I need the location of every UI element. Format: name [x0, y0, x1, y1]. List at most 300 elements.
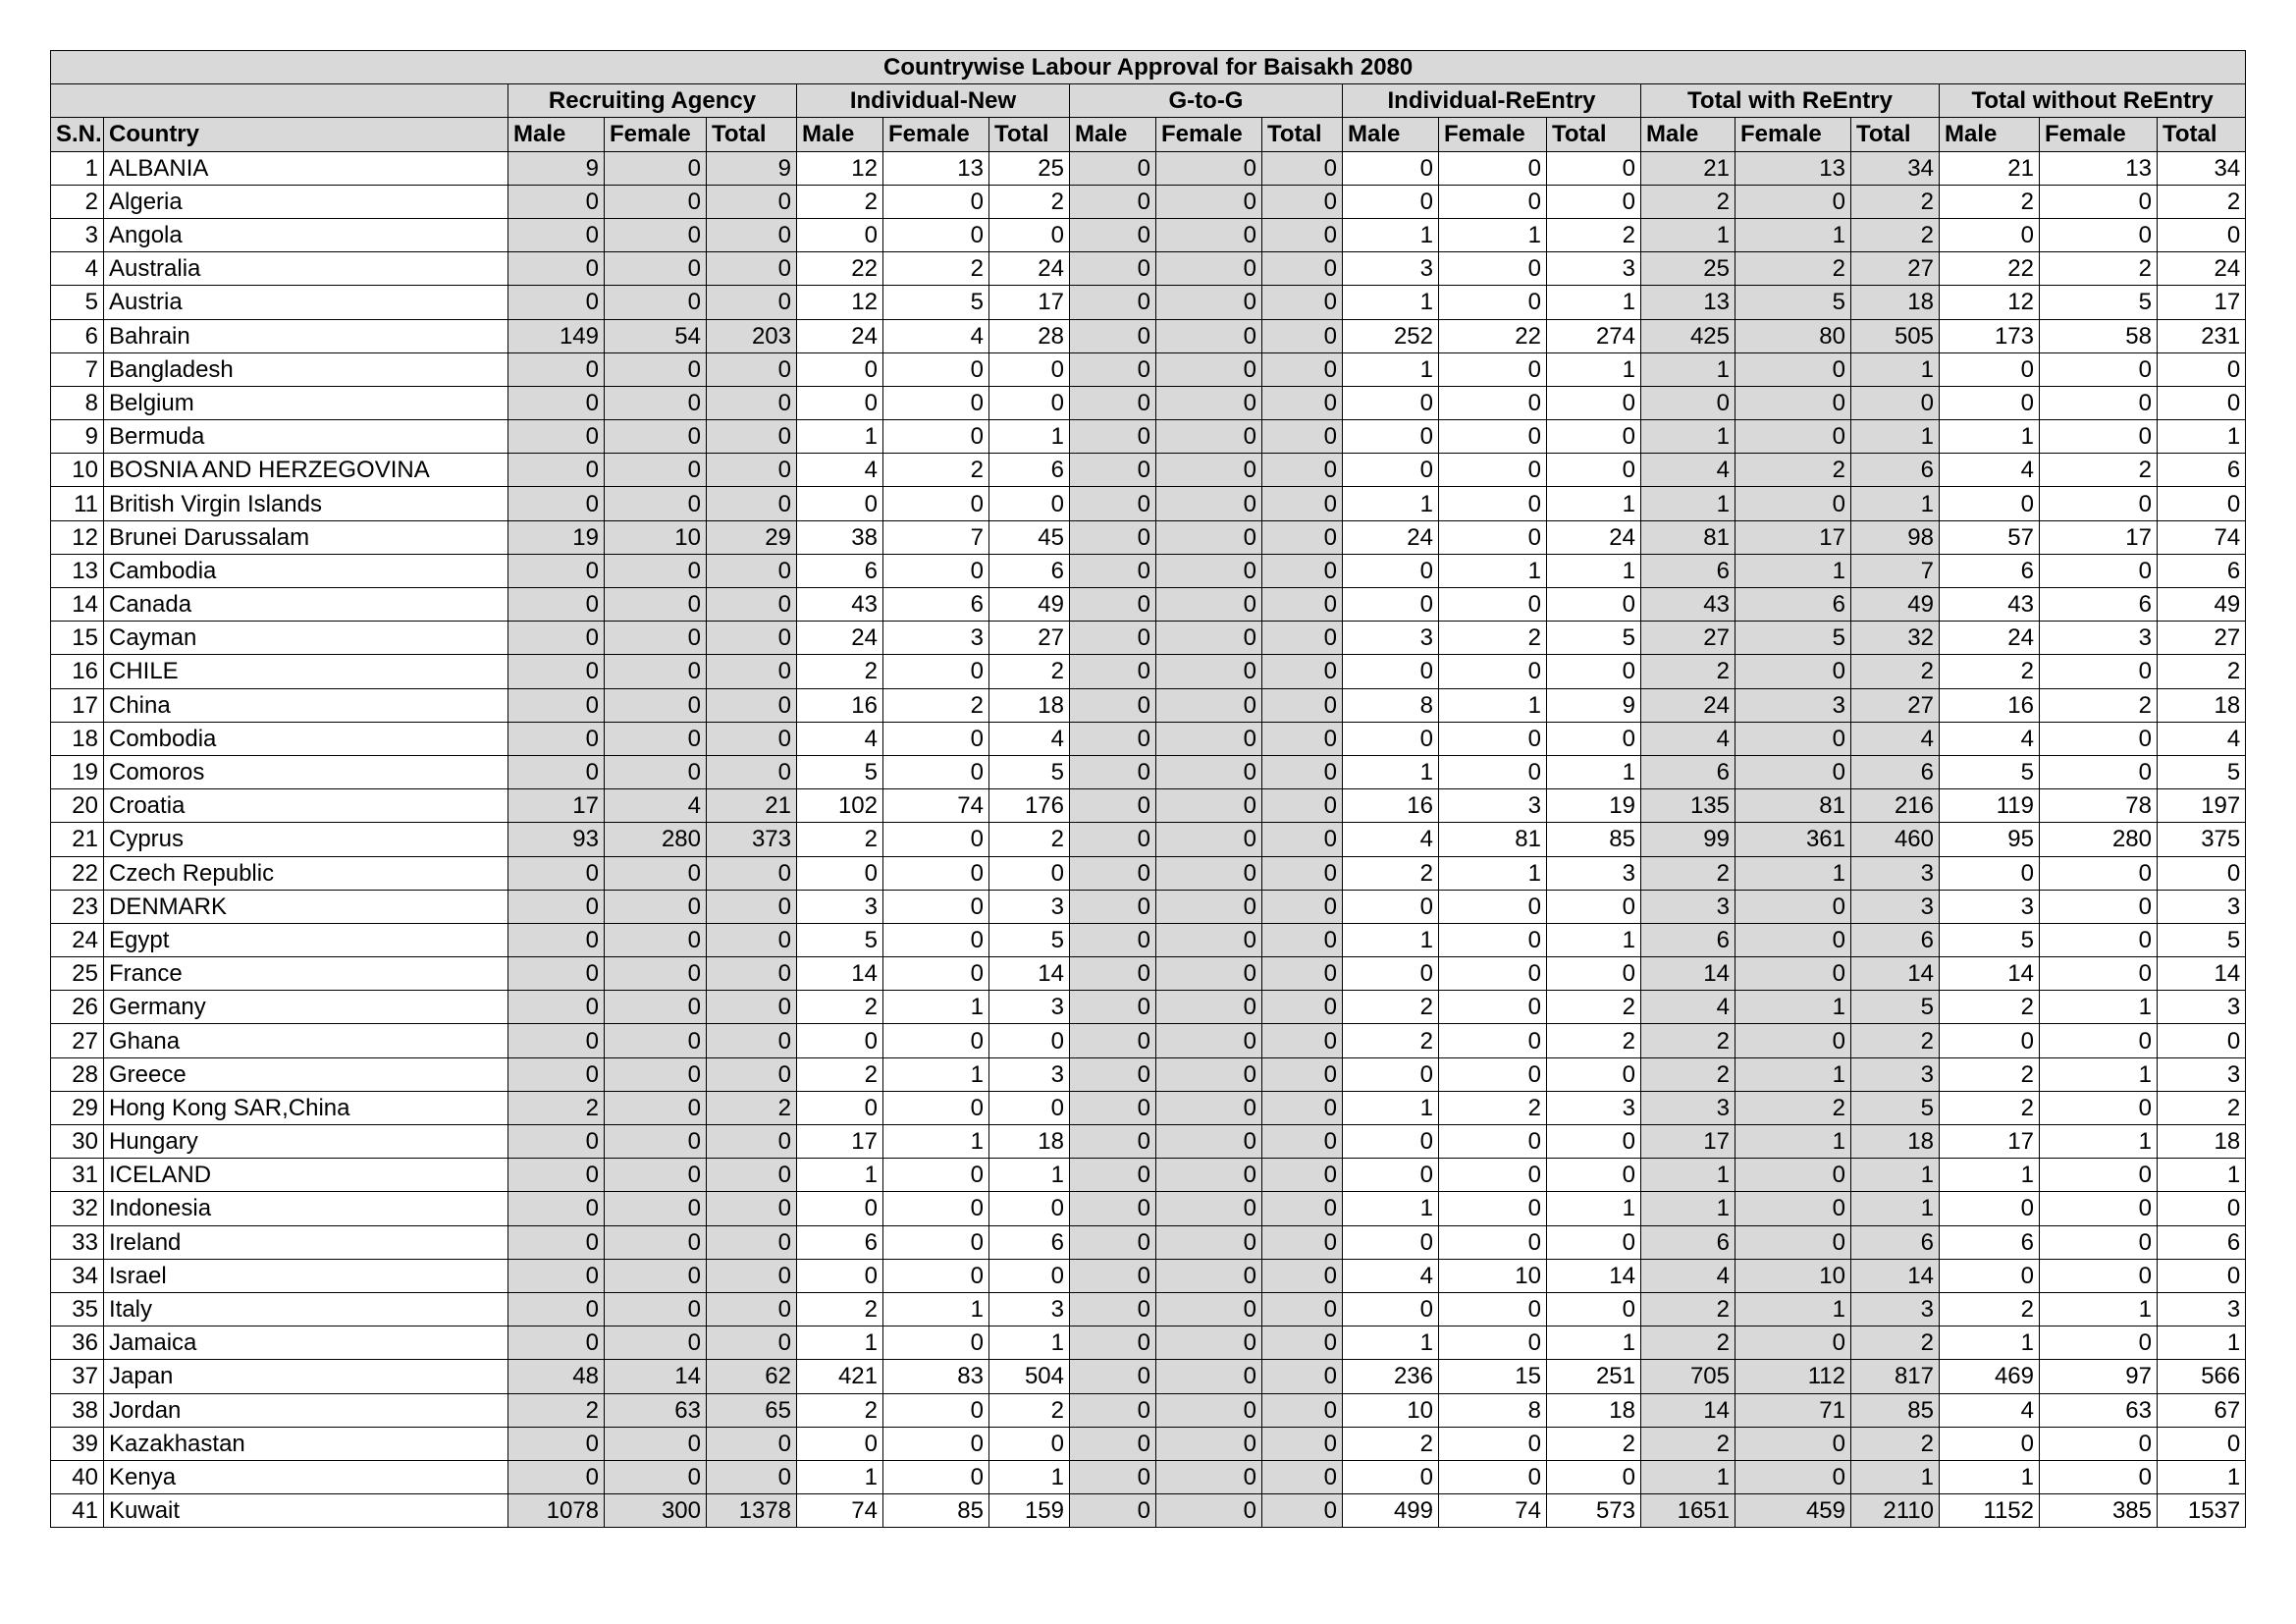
cell-value: 0: [1940, 1192, 2040, 1225]
cell-value: 13: [883, 151, 989, 185]
table-row: [51, 151, 2246, 185]
cell-value: 2: [1851, 1024, 1940, 1057]
cell-value: 203: [707, 319, 797, 352]
cell-value: 27: [1641, 622, 1735, 655]
cell-value: 17: [2040, 520, 2158, 554]
cell-value: 0: [883, 352, 989, 386]
cell-sn: 37: [51, 1360, 104, 1393]
cell-value: 14: [989, 957, 1070, 991]
cell-value: 2: [883, 454, 989, 487]
cell-value: 0: [707, 655, 797, 688]
cell-value: 0: [1439, 1057, 1547, 1091]
cell-value: 2: [1735, 454, 1851, 487]
column-header-male: Male: [797, 118, 883, 151]
table-row: [51, 352, 2246, 386]
cell-value: 6: [1940, 1225, 2040, 1259]
cell-value: 99: [1641, 823, 1735, 856]
cell-value: 0: [1070, 588, 1156, 622]
cell-value: 5: [989, 755, 1070, 788]
cell-value: 0: [2158, 856, 2246, 890]
cell-value: 22: [1940, 252, 2040, 286]
cell-value: 0: [1439, 1427, 1547, 1460]
cell-value: 0: [605, 1427, 707, 1460]
cell-value: 24: [797, 622, 883, 655]
cell-value: 0: [989, 386, 1070, 419]
cell-value: 0: [989, 1259, 1070, 1292]
cell-value: 0: [1439, 487, 1547, 520]
cell-value: 0: [1262, 1360, 1343, 1393]
cell-value: 0: [1343, 957, 1439, 991]
cell-value: 0: [508, 890, 605, 923]
cell-value: 17: [989, 286, 1070, 319]
cell-value: 0: [1439, 588, 1547, 622]
cell-value: 6: [989, 454, 1070, 487]
cell-value: 0: [1439, 755, 1547, 788]
cell-value: 9: [508, 151, 605, 185]
cell-value: 0: [2158, 386, 2246, 419]
cell-value: 0: [2040, 655, 2158, 688]
cell-value: 0: [508, 991, 605, 1024]
cell-value: 0: [1547, 454, 1641, 487]
cell-value: 17: [1735, 520, 1851, 554]
cell-value: 0: [1439, 1460, 1547, 1493]
cell-value: 0: [508, 185, 605, 218]
column-header-total: Total: [1547, 118, 1641, 151]
cell-value: 6: [1851, 923, 1940, 956]
cell-value: 0: [2040, 1024, 2158, 1057]
cell-value: 0: [1262, 890, 1343, 923]
cell-value: 0: [1156, 1393, 1262, 1427]
cell-value: 1: [989, 1159, 1070, 1192]
table-row: [51, 252, 2246, 286]
cell-value: 0: [883, 755, 989, 788]
cell-value: 0: [989, 856, 1070, 890]
cell-country: Angola: [104, 218, 508, 251]
cell-value: 102: [797, 789, 883, 823]
cell-value: 22: [1439, 319, 1547, 352]
cell-sn: 34: [51, 1259, 104, 1292]
column-header-total: Total: [1262, 118, 1343, 151]
group-header-individual-new: Individual-New: [797, 84, 1070, 118]
cell-value: 280: [605, 823, 707, 856]
cell-value: 0: [605, 185, 707, 218]
cell-sn: 32: [51, 1192, 104, 1225]
cell-value: 3: [797, 890, 883, 923]
cell-value: 1: [1343, 755, 1439, 788]
cell-value: 74: [2158, 520, 2246, 554]
cell-value: 0: [1735, 420, 1851, 454]
cell-value: 0: [1156, 823, 1262, 856]
cell-value: 1: [989, 1326, 1070, 1360]
cell-value: 0: [1262, 1159, 1343, 1192]
cell-value: 1: [1940, 420, 2040, 454]
cell-value: 8: [1343, 688, 1439, 722]
cell-value: 24: [1343, 520, 1439, 554]
cell-value: 0: [1735, 755, 1851, 788]
cell-value: 3: [2158, 1057, 2246, 1091]
cell-value: 0: [1343, 554, 1439, 587]
cell-value: 0: [1547, 1460, 1641, 1493]
cell-value: 176: [989, 789, 1070, 823]
cell-value: 27: [2158, 622, 2246, 655]
cell-value: 18: [1547, 1393, 1641, 1427]
cell-value: 0: [883, 1159, 989, 1192]
cell-sn: 8: [51, 386, 104, 419]
cell-value: 0: [707, 454, 797, 487]
cell-value: 0: [1735, 386, 1851, 419]
cell-value: 3: [2158, 1292, 2246, 1326]
cell-value: 2: [989, 823, 1070, 856]
cell-value: 0: [1156, 386, 1262, 419]
cell-value: 0: [1070, 487, 1156, 520]
cell-value: 1: [1439, 688, 1547, 722]
cell-value: 1378: [707, 1494, 797, 1528]
cell-value: 1: [1343, 286, 1439, 319]
cell-value: 0: [508, 722, 605, 755]
cell-value: 17: [508, 789, 605, 823]
cell-value: 1: [1439, 554, 1547, 587]
cell-value: 4: [1343, 1259, 1439, 1292]
cell-value: 2: [1641, 1057, 1735, 1091]
cell-sn: 28: [51, 1057, 104, 1091]
cell-value: 216: [1851, 789, 1940, 823]
cell-country: Kazakhastan: [104, 1427, 508, 1460]
cell-country: Belgium: [104, 386, 508, 419]
cell-value: 74: [797, 1494, 883, 1528]
cell-value: 2: [2158, 1091, 2246, 1124]
cell-value: 0: [1070, 319, 1156, 352]
cell-value: 0: [1547, 655, 1641, 688]
cell-value: 0: [1439, 352, 1547, 386]
cell-value: 0: [1070, 252, 1156, 286]
table-row: [51, 755, 2246, 788]
cell-value: 1: [1343, 1326, 1439, 1360]
cell-sn: 24: [51, 923, 104, 956]
cell-value: 85: [883, 1494, 989, 1528]
cell-value: 43: [1940, 588, 2040, 622]
cell-value: 4: [605, 789, 707, 823]
cell-value: 54: [605, 319, 707, 352]
cell-value: 0: [605, 218, 707, 251]
cell-value: 0: [1262, 1460, 1343, 1493]
cell-value: 0: [1735, 923, 1851, 956]
cell-value: 0: [2040, 1259, 2158, 1292]
cell-value: 0: [1070, 1225, 1156, 1259]
cell-value: 1: [1940, 1159, 2040, 1192]
cell-value: 0: [1070, 454, 1156, 487]
cell-value: 0: [1262, 487, 1343, 520]
cell-value: 0: [1439, 286, 1547, 319]
cell-value: 0: [2040, 554, 2158, 587]
cell-value: 0: [605, 957, 707, 991]
cell-country: Bermuda: [104, 420, 508, 454]
cell-value: 3: [1547, 1091, 1641, 1124]
cell-value: 0: [707, 1225, 797, 1259]
cell-value: 0: [605, 856, 707, 890]
cell-value: 2: [1940, 655, 2040, 688]
cell-value: 0: [605, 688, 707, 722]
cell-value: 5: [797, 923, 883, 956]
cell-value: 6: [1851, 1225, 1940, 1259]
cell-sn: 38: [51, 1393, 104, 1427]
cell-value: 6: [1641, 755, 1735, 788]
cell-value: 505: [1851, 319, 1940, 352]
cell-country: CHILE: [104, 655, 508, 688]
column-header-female: Female: [1439, 118, 1547, 151]
cell-value: 3: [2040, 622, 2158, 655]
cell-value: 13: [2040, 151, 2158, 185]
cell-value: 0: [1262, 1326, 1343, 1360]
cell-value: 1: [2040, 1057, 2158, 1091]
cell-value: 0: [1439, 1292, 1547, 1326]
cell-value: 0: [1262, 1192, 1343, 1225]
table-row: [51, 286, 2246, 319]
cell-value: 0: [797, 1427, 883, 1460]
cell-value: 236: [1343, 1360, 1439, 1393]
cell-value: 0: [1343, 1057, 1439, 1091]
cell-value: 0: [605, 1091, 707, 1124]
cell-value: 0: [1070, 1192, 1156, 1225]
cell-value: 1: [1343, 218, 1439, 251]
cell-value: 2: [1343, 1427, 1439, 1460]
cell-sn: 13: [51, 554, 104, 587]
cell-value: 2: [2158, 185, 2246, 218]
cell-value: 2: [1940, 185, 2040, 218]
cell-value: 817: [1851, 1360, 1940, 1393]
cell-value: 0: [1439, 386, 1547, 419]
cell-value: 0: [2040, 185, 2158, 218]
cell-value: 0: [605, 1326, 707, 1360]
table-row: [51, 923, 2246, 956]
cell-sn: 26: [51, 991, 104, 1024]
cell-value: 0: [1156, 991, 1262, 1024]
cell-value: 0: [508, 1460, 605, 1493]
table-row: [51, 1125, 2246, 1159]
cell-value: 0: [1735, 1460, 1851, 1493]
cell-value: 6: [883, 588, 989, 622]
cell-value: 0: [605, 286, 707, 319]
cell-value: 0: [605, 554, 707, 587]
cell-value: 0: [1343, 1460, 1439, 1493]
column-header-country: Country: [104, 118, 508, 151]
cell-value: 0: [1070, 856, 1156, 890]
cell-value: 24: [1940, 622, 2040, 655]
cell-value: 0: [1156, 1494, 1262, 1528]
cell-value: 0: [1156, 923, 1262, 956]
cell-value: 3: [989, 1057, 1070, 1091]
cell-value: 43: [1641, 588, 1735, 622]
cell-value: 425: [1641, 319, 1735, 352]
table-row: [51, 1292, 2246, 1326]
cell-value: 1: [1641, 487, 1735, 520]
cell-value: 0: [1547, 1057, 1641, 1091]
cell-value: 0: [2158, 352, 2246, 386]
cell-value: 14: [2158, 957, 2246, 991]
cell-value: 0: [2158, 1024, 2246, 1057]
cell-sn: 9: [51, 420, 104, 454]
cell-value: 17: [2158, 286, 2246, 319]
cell-value: 0: [1070, 1360, 1156, 1393]
cell-value: 2: [1851, 1427, 1940, 1460]
cell-value: 0: [508, 957, 605, 991]
cell-value: 0: [1439, 1159, 1547, 1192]
cell-value: 0: [1070, 1125, 1156, 1159]
cell-value: 4: [2158, 722, 2246, 755]
cell-value: 25: [1641, 252, 1735, 286]
cell-value: 1: [1547, 352, 1641, 386]
cell-value: 0: [1547, 386, 1641, 419]
cell-value: 0: [1070, 991, 1156, 1024]
cell-value: 0: [508, 1427, 605, 1460]
cell-value: 0: [605, 755, 707, 788]
cell-value: 5: [1735, 286, 1851, 319]
cell-value: 2: [1940, 991, 2040, 1024]
cell-value: 0: [707, 1057, 797, 1091]
column-header-female: Female: [883, 118, 989, 151]
cell-value: 0: [1262, 688, 1343, 722]
cell-value: 0: [1070, 286, 1156, 319]
cell-value: 0: [883, 1326, 989, 1360]
cell-value: 1: [2158, 1460, 2246, 1493]
cell-value: 0: [2040, 1192, 2158, 1225]
table-row: [51, 655, 2246, 688]
cell-value: 0: [1156, 1091, 1262, 1124]
cell-value: 0: [605, 991, 707, 1024]
cell-value: 3: [1343, 252, 1439, 286]
table-body: [51, 151, 2246, 1528]
cell-value: 2: [1641, 1292, 1735, 1326]
cell-value: 14: [1851, 1259, 1940, 1292]
cell-value: 0: [1439, 1125, 1547, 1159]
cell-value: 0: [797, 386, 883, 419]
cell-value: 274: [1547, 319, 1641, 352]
cell-value: 98: [1851, 520, 1940, 554]
cell-value: 0: [989, 1192, 1070, 1225]
cell-value: 0: [883, 218, 989, 251]
cell-sn: 4: [51, 252, 104, 286]
cell-value: 6: [989, 554, 1070, 587]
cell-value: 27: [1851, 688, 1940, 722]
cell-value: 0: [1439, 722, 1547, 755]
cell-value: 3: [1940, 890, 2040, 923]
cell-value: 3: [1343, 622, 1439, 655]
cell-value: 4: [1940, 722, 2040, 755]
cell-value: 1: [1343, 1091, 1439, 1124]
cell-value: 0: [1262, 420, 1343, 454]
cell-value: 0: [1070, 1393, 1156, 1427]
cell-value: 0: [1262, 1024, 1343, 1057]
cell-value: 16: [797, 688, 883, 722]
cell-value: 0: [1156, 1326, 1262, 1360]
cell-value: 0: [1262, 1259, 1343, 1292]
cell-value: 0: [1439, 520, 1547, 554]
cell-value: 6: [2040, 588, 2158, 622]
cell-value: 0: [1547, 957, 1641, 991]
cell-value: 19: [1547, 789, 1641, 823]
cell-value: 0: [797, 487, 883, 520]
cell-value: 0: [1156, 487, 1262, 520]
cell-value: 0: [707, 1460, 797, 1493]
cell-value: 1: [797, 420, 883, 454]
cell-value: 2: [1851, 655, 1940, 688]
cell-value: 13: [1735, 151, 1851, 185]
cell-value: 22: [797, 252, 883, 286]
cell-value: 0: [1262, 1393, 1343, 1427]
cell-value: 0: [1343, 386, 1439, 419]
cell-value: 0: [797, 1192, 883, 1225]
column-header-female: Female: [1735, 118, 1851, 151]
cell-country: Bangladesh: [104, 352, 508, 386]
cell-value: 6: [1641, 923, 1735, 956]
cell-value: 0: [1156, 890, 1262, 923]
cell-sn: 21: [51, 823, 104, 856]
cell-value: 0: [1343, 185, 1439, 218]
cell-value: 6: [797, 1225, 883, 1259]
cell-value: 0: [1156, 755, 1262, 788]
cell-value: 0: [605, 420, 707, 454]
cell-value: 0: [707, 487, 797, 520]
cell-value: 0: [883, 1393, 989, 1427]
cell-value: 93: [508, 823, 605, 856]
cell-value: 1: [2158, 1326, 2246, 1360]
cell-country: Japan: [104, 1360, 508, 1393]
cell-sn: 30: [51, 1125, 104, 1159]
cell-value: 0: [2040, 722, 2158, 755]
cell-value: 0: [2040, 420, 2158, 454]
cell-value: 0: [989, 1091, 1070, 1124]
cell-value: 1: [1343, 352, 1439, 386]
cell-value: 4: [1343, 823, 1439, 856]
cell-value: 2: [1641, 185, 1735, 218]
cell-value: 4: [1940, 454, 2040, 487]
cell-value: 0: [1070, 1024, 1156, 1057]
cell-value: 0: [1343, 1225, 1439, 1259]
cell-value: 14: [797, 957, 883, 991]
cell-value: 0: [1070, 420, 1156, 454]
cell-value: 14: [1641, 1393, 1735, 1427]
cell-value: 0: [1156, 1427, 1262, 1460]
cell-value: 4: [1641, 454, 1735, 487]
cell-value: 4: [797, 722, 883, 755]
group-header-blank: [51, 84, 508, 118]
cell-value: 1: [1641, 352, 1735, 386]
group-header-individual-reentry: Individual-ReEntry: [1343, 84, 1641, 118]
cell-sn: 10: [51, 454, 104, 487]
cell-value: 0: [1262, 151, 1343, 185]
cell-country: Canada: [104, 588, 508, 622]
table-row: [51, 185, 2246, 218]
cell-value: 2: [1641, 1024, 1735, 1057]
cell-value: 0: [1156, 185, 1262, 218]
cell-value: 4: [1851, 722, 1940, 755]
cell-value: 499: [1343, 1494, 1439, 1528]
cell-value: 0: [707, 1125, 797, 1159]
cell-value: 0: [1262, 823, 1343, 856]
cell-value: 2: [1851, 218, 1940, 251]
cell-value: 0: [1262, 789, 1343, 823]
cell-value: 2: [797, 185, 883, 218]
cell-value: 0: [1343, 1159, 1439, 1192]
cell-value: 0: [1940, 1024, 2040, 1057]
cell-value: 1: [1641, 420, 1735, 454]
cell-country: Comoros: [104, 755, 508, 788]
cell-value: 1: [1439, 218, 1547, 251]
cell-value: 78: [2040, 789, 2158, 823]
cell-country: Jordan: [104, 1393, 508, 1427]
cell-value: 0: [1262, 520, 1343, 554]
cell-value: 0: [1262, 622, 1343, 655]
cell-value: 0: [508, 286, 605, 319]
